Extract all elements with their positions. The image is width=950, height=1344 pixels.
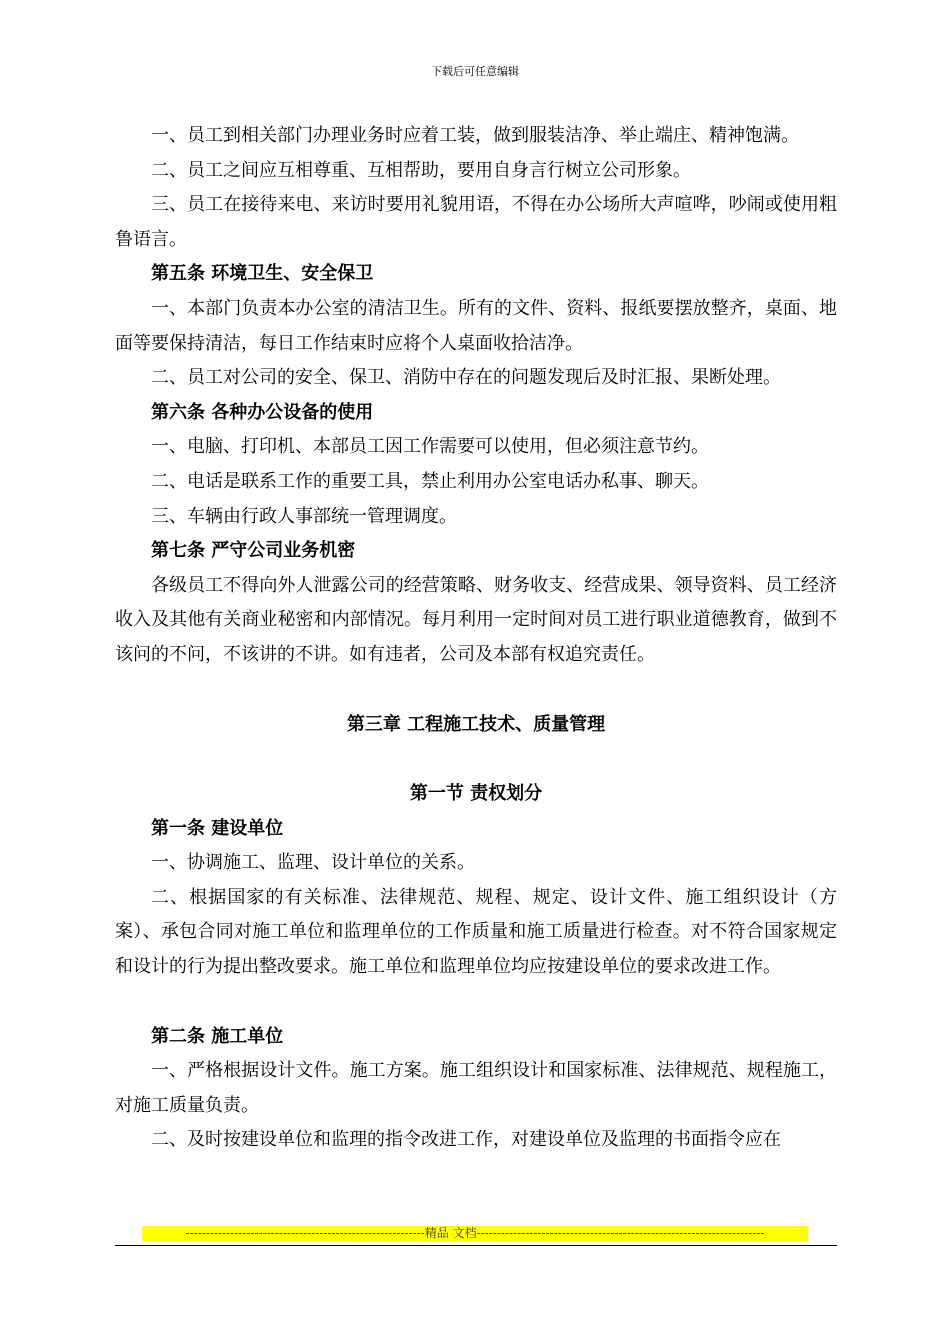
paragraph: 二、员工之间应互相尊重、互相帮助，要用自身言行树立公司形象。 [151, 159, 691, 181]
paragraph: 一、本部门负责本办公室的清洁卫生。所有的文件、资料、报纸要摆放整齐，桌面、地面等要保持清洁，每日工作结束时应将个人桌面收拾洁净。 [115, 297, 837, 354]
paragraph: 二、及时按建设单位和监理的指令改进工作，对建设单位及监理的书面指令应在 [151, 1129, 781, 1151]
paragraph: 二、员工对公司的安全、保卫、消防中存在的问题发现后及时汇报、果断处理。 [151, 367, 781, 389]
document-body [115, 119, 837, 1158]
article-heading: 第七条 严守公司业务机密 [151, 540, 356, 562]
article-heading: 第一条 建设单位 [151, 817, 284, 839]
paragraph: 一、严格根据设计文件。施工方案。施工组织设计和国家标准、法律规范、规程施工，对施工质量负责。 [115, 1060, 837, 1116]
article-heading: 第六条 各种办公设备的使用 [151, 401, 374, 423]
chapter-title: 第三章 工程施工技术、质量管理 [346, 713, 606, 735]
page-header: 下载后可任意编辑 [431, 65, 519, 78]
paragraph: 三、车辆由行政人事部统一管理调度。 [151, 505, 457, 527]
paragraph: 二、根据国家的有关标准、法律规范、规程、规定、设计文件、施工组织设计（方案）、承包合同对施工单位和监理单位的工作质量和施工质量进行检查。对不符合国家规定和设计的行为提出整改要求。施工单位和监理单位均应按建设单位的要求改进工作。 [115, 886, 837, 978]
spacer [115, 985, 837, 1020]
paragraph: 一、电脑、打印机、本部员工因工作需要可以使用，但必须注意节约。 [151, 436, 709, 458]
paragraph: 一、员工到相关部门办理业务时应着工装，做到服装洁净、举止端庄、精神饱满。 [151, 125, 799, 146]
paragraph: 各级员工不得向外人泄露公司的经营策略、财务收支、经营成果、领导资料、员工经济收入及其他有关商业秘密和内部情况。每月利用一定时间对员工进行职业道德教育，做到不该问的不问，不该讲的不讲。如有违者，公司及本部有权追究责任。 [115, 574, 837, 665]
footer-divider [115, 1245, 837, 1246]
article-heading: 第五条 环境卫生、安全保卫 [151, 263, 374, 285]
footer-watermark-band: -----------------------------------------------------------精品 文档----------------------------------------------------------------------- [142, 1226, 808, 1241]
paragraph: 二、电话是联系工作的重要工具，禁止利用办公室电话办私事、聊天。 [151, 470, 709, 492]
section-title: 第一节 责权划分 [409, 783, 543, 805]
paragraph: 三、员工在接待来电、来访时要用礼貌用语，不得在办公场所大声喧哗，吵闹或使用粗鲁语言。 [115, 194, 837, 250]
paragraph: 一、协调施工、监理、设计单位的关系。 [151, 852, 475, 874]
article-heading: 第二条 施工单位 [151, 1025, 284, 1047]
